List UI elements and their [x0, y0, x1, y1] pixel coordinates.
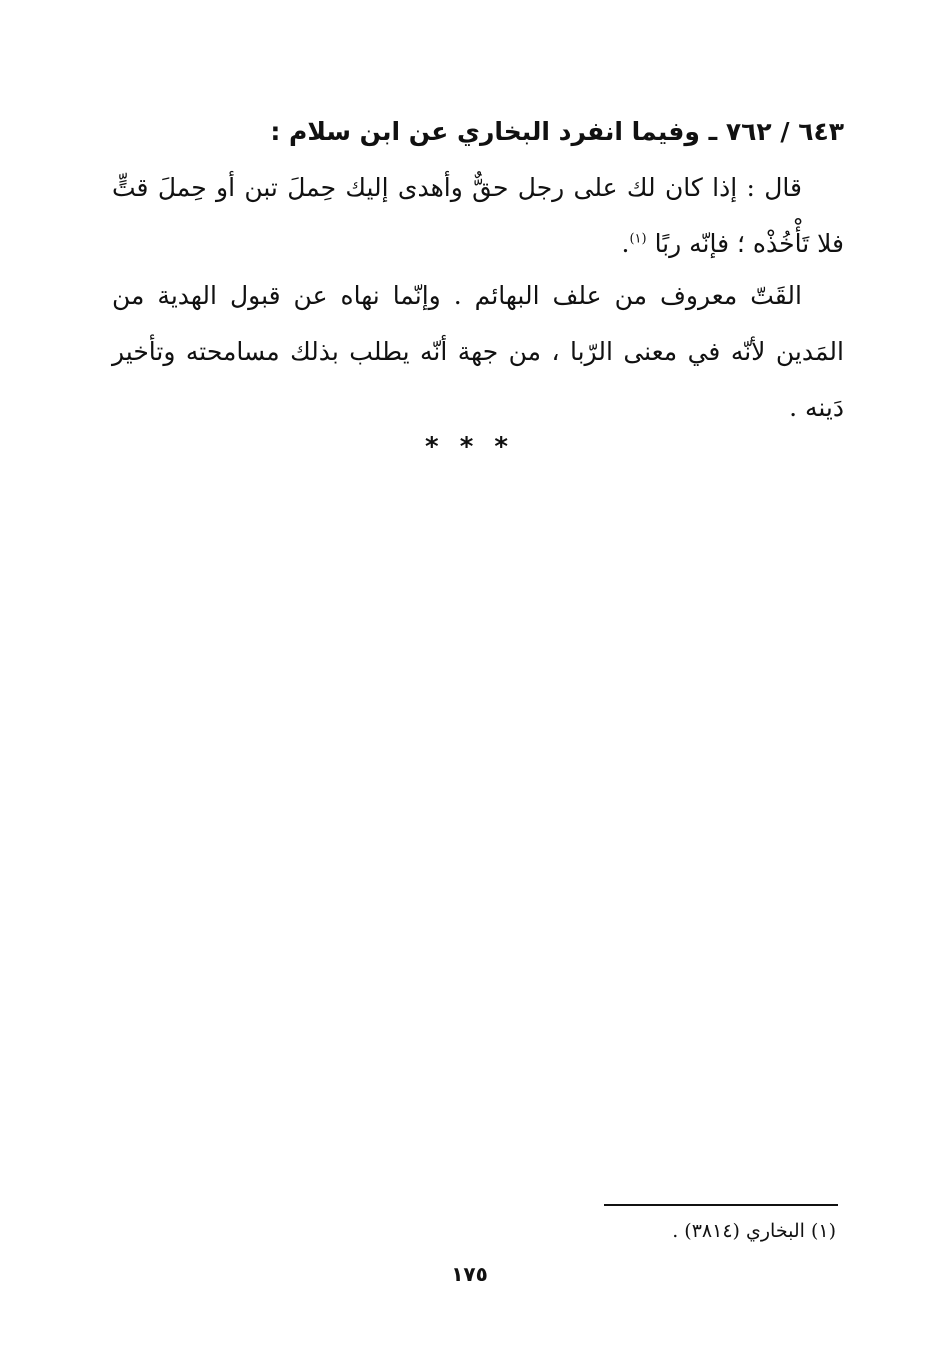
hadith-end-mark: .: [621, 229, 630, 258]
footnote-text: (١) البخاري (٣٨١٤) .: [672, 1220, 836, 1242]
hadith-heading: ٦٤٣ / ٧٦٢ ـ وفيما انفرد البخاري عن ابن سلام :: [270, 117, 844, 146]
footnote-divider: [604, 1204, 838, 1206]
footnote-reference: (١): [629, 231, 647, 247]
hadith-paragraph: [112, 160, 844, 272]
page-number: ١٧٥: [451, 1262, 488, 1286]
commentary-paragraph: القَتّ معروف من علف البهائم . وإنّما نهاه عن قبول الهدية من المَدين لأنّه في معنى الرّبا ، من جهة أنّه يطلب بذلك مسامحته وتأخير دَينه .: [112, 281, 844, 422]
hadith-text: قال : إذا كان لك على رجل حقٌّ وأهدى إليك حِملَ تبن أو حِملَ قتٍّ فلا تَأْخُذْه ؛ فإنّه ربًا: [112, 173, 844, 258]
section-separator-ornament: * * *: [425, 432, 514, 462]
